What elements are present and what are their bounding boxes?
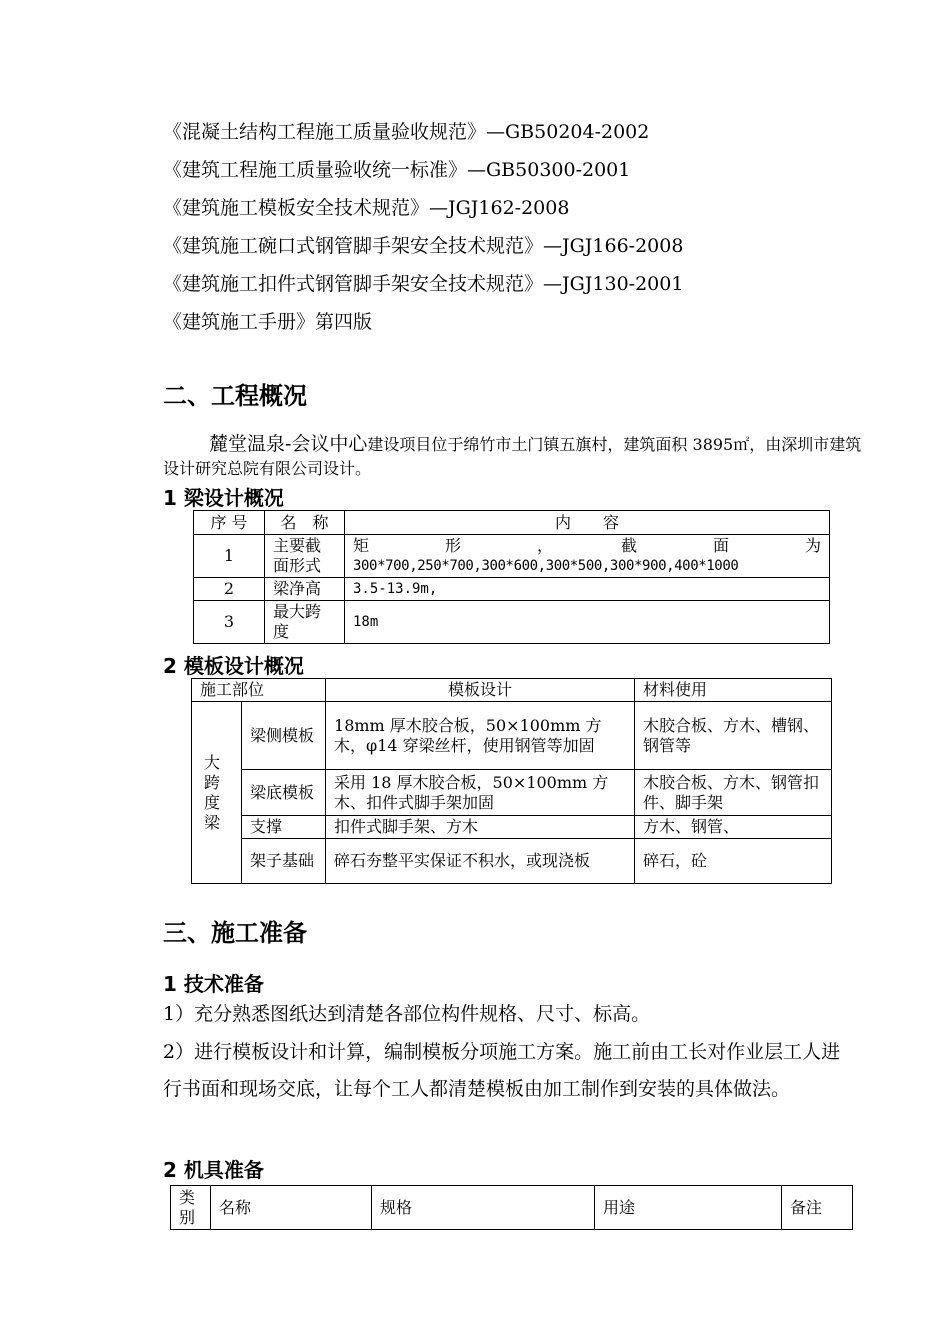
table-cell: 方木、钢管、 [635, 816, 832, 839]
table-row [192, 839, 832, 884]
formwork-table [191, 678, 832, 884]
header-cell: 模板设计 [326, 679, 635, 702]
group-cell: 大跨度梁 [192, 702, 242, 884]
table-cell: 采用 18 厚木胶合板，50×100mm 方木、扣件式脚手架加固 [326, 770, 635, 816]
reference-item: 《建筑施工模板安全技术规范》—JGJ162-2008 [163, 197, 570, 219]
project-paragraph [163, 432, 863, 481]
table-row [194, 601, 830, 644]
reference-item: 《混凝土结构工程施工质量验收规范》—GB50204-2002 [163, 121, 650, 143]
header-cell: 类别 [171, 1186, 211, 1230]
header-cell: 名称 [211, 1186, 372, 1230]
table-row [192, 702, 832, 770]
table-cell: 架子基础 [242, 839, 326, 884]
header-cell: 备注 [782, 1186, 853, 1230]
header-cell: 规格 [372, 1186, 595, 1230]
table-cell: 18m [345, 601, 830, 644]
project-description: 建设项目位于绵竹市土门镇五旗村，建筑面积 3895㎡，由深圳市建筑设计研究总院有限公司设计。 [163, 435, 862, 478]
project-name: 麓堂温泉-会议中心 [209, 433, 368, 455]
table-cell: 木胶合板、方木、钢管扣件、脚手架 [635, 770, 832, 816]
header-cell: 序 号 [194, 511, 265, 535]
table-cell: 梁底模板 [242, 770, 326, 816]
reference-item: 《建筑施工碗口式钢管脚手架安全技术规范》—JGJ166-2008 [163, 235, 684, 257]
table-cell: 18mm 厚木胶合板，50×100mm 方木，φ14 穿梁丝杆，使用钢管等加固 [326, 702, 635, 770]
subsection-heading: 2 机具准备 [163, 1158, 264, 1182]
subsection-heading: 2 模板设计概况 [163, 654, 304, 678]
table-cell: 木胶合板、方木、槽钢、钢管等 [635, 702, 832, 770]
header-cell: 用途 [595, 1186, 782, 1230]
table-cell: 支撑 [242, 816, 326, 839]
reference-item: 《建筑施工扣件式钢管脚手架安全技术规范》—JGJ130-2001 [163, 273, 684, 295]
beam-table [193, 510, 830, 644]
table-cell [345, 535, 830, 578]
table-cell: 主要截面形式 [265, 535, 345, 578]
table-cell: 2 [194, 578, 265, 601]
table-header-row [171, 1186, 853, 1230]
subsection-heading: 1 技术准备 [163, 972, 264, 996]
table-cell: 梁净高 [265, 578, 345, 601]
table-cell: 3 [194, 601, 265, 644]
table-header-row [192, 679, 832, 702]
table-row [192, 816, 832, 839]
header-cell: 名 称 [265, 511, 345, 535]
table-cell: 扣件式脚手架、方木 [326, 816, 635, 839]
reference-item: 《建筑工程施工质量验收统一标准》—GB50300-2001 [163, 159, 631, 181]
table-row [194, 535, 830, 578]
table-cell: 碎石夯整平实保证不积水，或现浇板 [326, 839, 635, 884]
table-header-row [194, 511, 830, 535]
content-line: 矩 形 ， 截 面 为 [353, 536, 821, 555]
tech-item: 2）进行模板设计和计算，编制模板分项施工方案。施工前由工长对作业层工人进行书面和现场交底，让每个工人都清楚模板由加工制作到安装的具体做法。 [163, 1041, 841, 1100]
tech-item: 1）充分熟悉图纸达到清楚各部位构件规格、尺寸、标高。 [163, 1003, 651, 1025]
content-line: 300*700,250*700,300*600,300*500,300*900,400*1000 [353, 558, 739, 574]
header-cell: 内 容 [345, 511, 830, 535]
section-heading: 三、施工准备 [163, 919, 307, 947]
table-cell: 碎石，砼 [635, 839, 832, 884]
table-row [192, 770, 832, 816]
table-cell: 3.5-13.9m, [345, 578, 830, 601]
table-row [194, 578, 830, 601]
header-cell: 施工部位 [192, 679, 326, 702]
table-cell: 最大跨度 [265, 601, 345, 644]
table-cell: 梁侧模板 [242, 702, 326, 770]
table-cell: 1 [194, 535, 265, 578]
reference-item: 《建筑施工手册》第四版 [163, 311, 373, 333]
machine-table [170, 1185, 853, 1230]
header-cell: 材料使用 [635, 679, 832, 702]
subsection-heading: 1 梁设计概况 [163, 486, 284, 510]
section-heading: 二、工程概况 [163, 382, 307, 410]
